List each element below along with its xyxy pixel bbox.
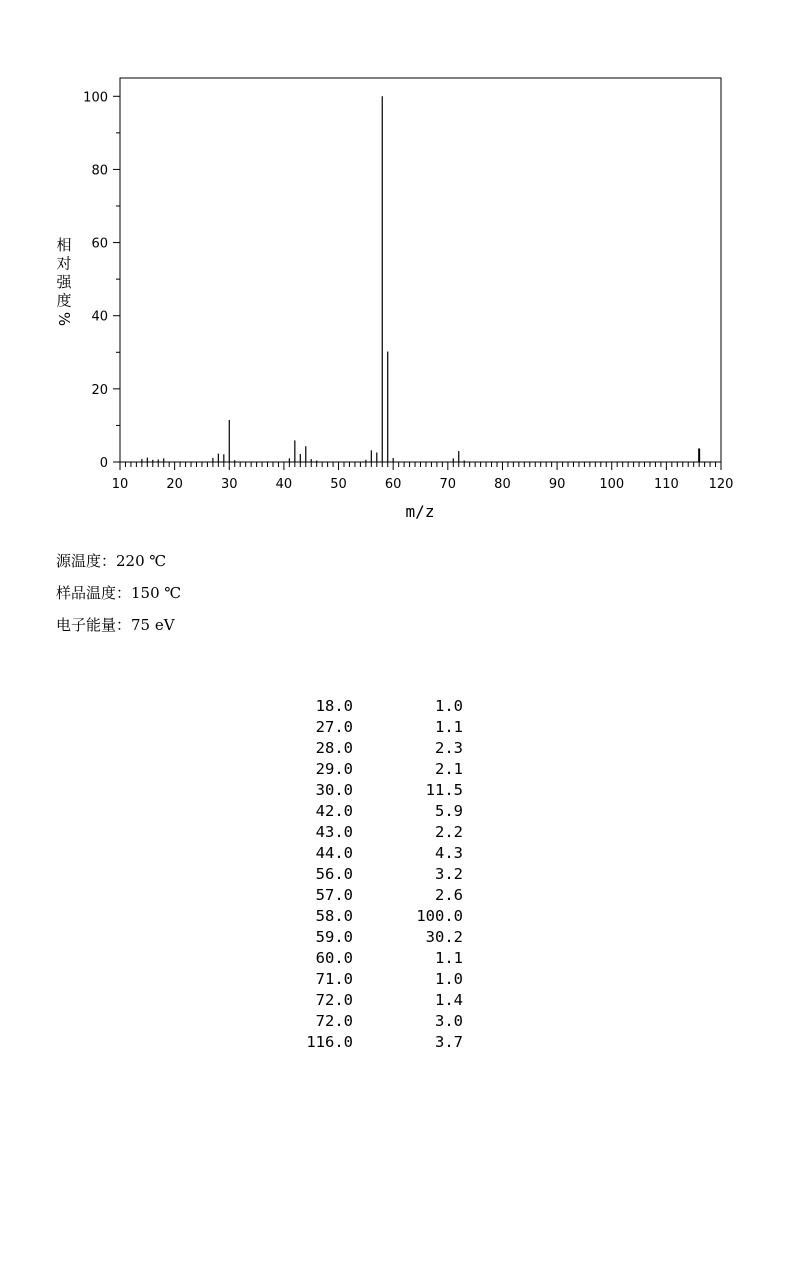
x-tick-label: 70	[439, 477, 457, 492]
mz-value: 29.0	[315, 760, 353, 778]
mz-value: 27.0	[315, 718, 353, 736]
mz-value: 44.0	[315, 844, 353, 862]
table-row	[290, 696, 463, 717]
table-row	[290, 864, 463, 885]
mz-value: 30.0	[315, 781, 353, 799]
y-label-char: 对	[56, 254, 72, 273]
y-tick-label: 60	[91, 236, 108, 252]
table-row	[290, 822, 463, 843]
x-axis	[112, 462, 734, 492]
mz-value: 28.0	[315, 739, 353, 757]
intensity-value: 1.1	[435, 949, 463, 967]
y-tick-label: 20	[91, 382, 108, 398]
y-tick-label: 0	[99, 456, 108, 471]
mz-value: 71.0	[315, 970, 353, 988]
peak-bars	[142, 96, 699, 462]
intensity-value: 30.2	[425, 928, 463, 946]
intensity-value: 2.3	[435, 739, 463, 757]
acquisition-conditions	[56, 550, 181, 646]
table-row	[290, 948, 463, 969]
mz-value: 56.0	[315, 865, 353, 883]
mz-value: 59.0	[315, 928, 353, 946]
peak-table	[290, 696, 463, 1053]
x-tick-label: 60	[384, 477, 402, 492]
y-label-char: 强	[56, 273, 72, 291]
table-row	[290, 906, 463, 927]
sample-temperature: 样品温度：150 ℃	[56, 584, 182, 602]
y-label-char: %	[55, 311, 73, 327]
intensity-value: 3.2	[435, 865, 463, 883]
table-row	[290, 717, 463, 738]
mz-value: 18.0	[315, 697, 353, 715]
intensity-value: 4.3	[435, 844, 463, 862]
mass-spectrum-chart	[0, 0, 794, 540]
intensity-value: 2.2	[435, 823, 463, 841]
table-row	[290, 801, 463, 822]
intensity-value: 3.7	[435, 1033, 463, 1051]
mz-value: 72.0	[315, 1012, 353, 1030]
intensity-value: 11.5	[425, 781, 463, 799]
mz-value: 72.0	[315, 991, 353, 1009]
x-tick-label: 50	[330, 477, 347, 492]
table-row	[290, 927, 463, 948]
table-row	[290, 780, 463, 801]
y-tick-label: 40	[91, 309, 108, 325]
x-tick-label: 30	[220, 477, 238, 492]
x-axis-label: m/z	[405, 502, 435, 521]
intensity-value: 5.9	[435, 802, 463, 820]
mz-value: 43.0	[315, 823, 353, 841]
table-row	[290, 759, 463, 780]
table-row	[290, 990, 463, 1011]
mz-value: 57.0	[315, 886, 353, 904]
plot-frame	[120, 78, 721, 462]
intensity-value: 2.1	[435, 760, 463, 778]
x-tick-label: 20	[166, 477, 183, 492]
x-tick-label: 90	[548, 477, 566, 492]
intensity-value: 1.0	[435, 697, 463, 715]
y-tick-label: 80	[91, 163, 108, 179]
y-axis-label	[55, 236, 73, 326]
x-tick-label: 120	[708, 477, 734, 492]
x-minor-ticks	[125, 462, 715, 467]
x-tick-label: 40	[275, 477, 293, 492]
electron-energy: 电子能量：75 eV	[56, 616, 175, 634]
intensity-value: 2.6	[435, 886, 463, 904]
x-tick-label: 100	[599, 477, 625, 492]
intensity-value: 1.0	[435, 970, 463, 988]
mz-value: 60.0	[315, 949, 353, 967]
table-row	[290, 969, 463, 990]
intensity-value: 3.0	[435, 1012, 463, 1030]
x-tick-label: 110	[653, 477, 679, 492]
y-axis	[83, 90, 120, 471]
table-row	[290, 885, 463, 906]
intensity-value: 1.4	[435, 991, 463, 1009]
x-tick-label: 80	[494, 477, 511, 492]
y-label-char: 度	[56, 291, 72, 310]
y-label-char: 相	[56, 236, 72, 254]
mz-value: 42.0	[315, 802, 353, 820]
table-row	[290, 738, 463, 759]
table-row	[290, 1011, 463, 1032]
mz-value: 116.0	[306, 1033, 353, 1051]
source-temperature: 源温度：220 ℃	[56, 552, 167, 570]
intensity-value: 100.0	[416, 907, 463, 925]
table-row	[290, 843, 463, 864]
intensity-value: 1.1	[435, 718, 463, 736]
mz-value: 58.0	[315, 907, 353, 925]
x-tick-label: 10	[111, 477, 129, 492]
table-row	[290, 1032, 463, 1053]
y-tick-label: 100	[83, 90, 108, 106]
